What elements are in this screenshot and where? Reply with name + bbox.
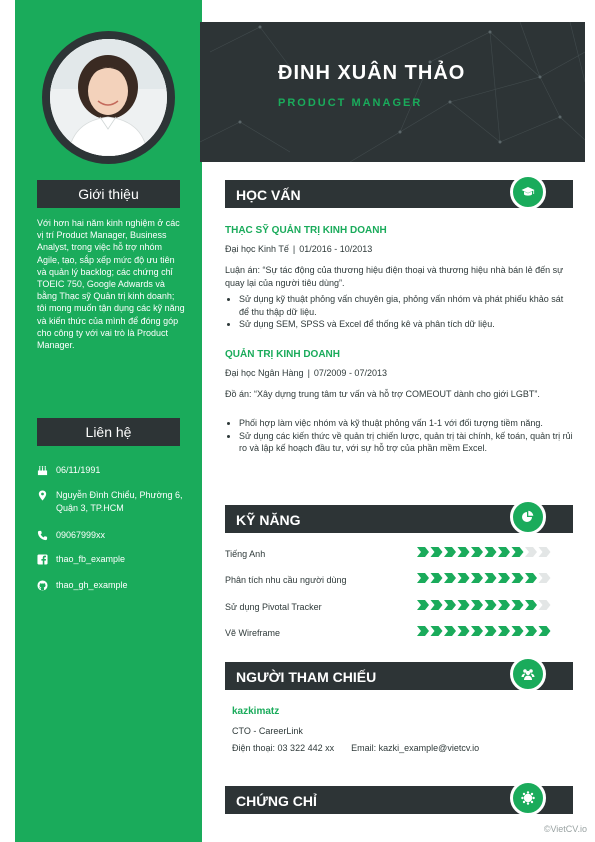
skill-step-filled xyxy=(539,626,551,636)
reference-contact-line xyxy=(232,743,479,753)
degree-1-thesis: Luận án: “Sự tác động của thương hiệu điện thoại và thương hiệu nhà bán lẻ đến sự quay lại của người tiêu dùng”. xyxy=(225,265,564,288)
skill-step-filled xyxy=(525,626,537,636)
reference-position: CTO - CareerLink xyxy=(232,726,303,736)
location-pin-icon xyxy=(37,490,48,501)
skill-step-filled xyxy=(458,626,470,636)
skill-step-filled xyxy=(498,547,510,557)
skill-step-filled xyxy=(431,573,443,583)
contact-birthday xyxy=(37,464,187,478)
contact-facebook[interactable] xyxy=(37,553,187,567)
phone-text: 09067999xx xyxy=(56,530,106,540)
contact-address xyxy=(37,489,187,517)
skill-label: Phân tích nhu cầu người dùng xyxy=(225,575,347,585)
skill-step-filled xyxy=(458,600,470,610)
skill-step-filled xyxy=(485,600,497,610)
references-title: NGƯỜI THAM CHIẾU xyxy=(236,669,377,685)
skill-step-filled xyxy=(525,573,537,583)
award-seal-icon xyxy=(521,791,535,805)
watermark: ©VietCV.io xyxy=(543,824,587,834)
degree-1-bullet: • Sử dụng SEM, SPSS và Excel để thống kê và phân tích dữ liệu. xyxy=(239,318,565,331)
skills-badge xyxy=(510,499,546,535)
candidate-role: PRODUCT MANAGER xyxy=(278,97,423,109)
skill-step-filled xyxy=(458,573,470,583)
facebook-icon xyxy=(37,554,48,565)
degree-2-period: 07/2009 - 07/2013 xyxy=(313,368,387,378)
skill-step-filled xyxy=(417,547,429,557)
contact-heading: Liên hệ xyxy=(37,418,180,446)
skill-step-empty xyxy=(539,573,551,583)
skill-step-filled xyxy=(471,573,483,583)
skill-step-filled xyxy=(471,626,483,636)
cake-icon xyxy=(37,465,48,476)
skill-step-filled xyxy=(485,626,497,636)
contact-phone xyxy=(37,529,187,543)
skill-step-filled xyxy=(444,547,456,557)
skill-step-empty xyxy=(539,547,551,557)
skill-step-filled xyxy=(512,573,524,583)
skill-step-filled xyxy=(431,626,443,636)
skill-step-filled xyxy=(417,600,429,610)
skill-label: Vẽ Wireframe xyxy=(225,628,281,638)
skill-step-filled xyxy=(431,547,443,557)
degree-2-title: QUẢN TRỊ KINH DOANH xyxy=(225,349,340,360)
skill-step-filled xyxy=(458,547,470,557)
network-pattern xyxy=(200,22,585,162)
references-badge xyxy=(510,656,546,692)
skill-step-filled xyxy=(498,626,510,636)
degree-1-bullets xyxy=(225,293,565,331)
degree-2-thesis: Đồ án: “Xây dựng trung tâm tư vấn và hỗ trợ COMEOUT dành cho giới LGBT”. xyxy=(225,389,540,399)
education-title: HỌC VẤN xyxy=(236,187,301,203)
candidate-name: ĐINH XUÂN THẢO xyxy=(278,62,466,84)
skill-step-filled xyxy=(444,573,456,583)
skill-step-filled xyxy=(471,547,483,557)
reference-email[interactable]: kazki_example@vietcv.io xyxy=(378,743,480,753)
users-icon xyxy=(521,667,535,681)
skill-step-filled xyxy=(498,600,510,610)
degree-1-meta: Đại học Kinh Tế | 01/2016 - 10/2013 xyxy=(225,244,373,254)
facebook-text[interactable]: thao_fb_example xyxy=(56,554,126,564)
intro-text: Với hơn hai năm kinh nghiệm ở các vị trí Product Manager, Business Analyst, trong việc hỗ trợ nhóm Agile, tạo, sắp xếp mức độ ưu tiên và quản lý backlog; các chứng chỉ TOEIC 750, Google Adwards và bằng Thạc sỹ Quản trị kinh doanh; tôi mong muốn tận dụng các kỹ năng và kiến thức của mình để đóng góp cho công ty với vai trò là Product Manager. xyxy=(37,218,185,351)
skill-level-bar xyxy=(417,546,567,558)
degree-2-meta: Đại học Ngân Hàng | 07/2009 - 07/2013 xyxy=(225,368,387,378)
skill-step-filled xyxy=(512,600,524,610)
skill-step-filled xyxy=(431,600,443,610)
address-text: Nguyễn Đình Chiểu, Phường 6, Quận 3, TP.HCM xyxy=(56,490,183,513)
skill-step-empty xyxy=(525,547,537,557)
degree-1-period: 01/2016 - 10/2013 xyxy=(299,244,373,254)
skill-step-filled xyxy=(525,600,537,610)
skill-level-bar xyxy=(417,572,567,584)
skill-step-filled xyxy=(417,626,429,636)
certificates-title: CHỨNG CHỈ xyxy=(236,793,317,809)
intro-heading: Giới thiệu xyxy=(37,180,180,208)
contact-github[interactable] xyxy=(37,579,187,593)
github-icon xyxy=(37,580,48,591)
skill-step-filled xyxy=(512,626,524,636)
reference-email-label: Email: xyxy=(351,743,377,753)
skills-title: KỸ NĂNG xyxy=(236,512,301,528)
skill-step-filled xyxy=(444,626,456,636)
skill-level-bar xyxy=(417,599,567,611)
graduation-cap-icon xyxy=(521,185,535,199)
reference-phone: 03 322 442 xx xyxy=(277,743,335,753)
education-badge xyxy=(510,174,546,210)
github-text[interactable]: thao_gh_example xyxy=(56,580,128,590)
skill-step-filled xyxy=(444,600,456,610)
skill-label: Tiếng Anh xyxy=(225,549,266,559)
degree-1-title: THẠC SỸ QUẢN TRỊ KINH DOANH xyxy=(225,225,387,236)
skill-step-filled xyxy=(417,573,429,583)
degree-1-bullet: • Sử dụng kỹ thuật phỏng vấn chuyên gia, phỏng vấn nhóm và phát phiếu khảo sát để thu thập dữ liệu. xyxy=(239,293,565,318)
skill-step-filled xyxy=(485,547,497,557)
phone-icon xyxy=(37,530,48,541)
reference-name: kazkimatz xyxy=(232,706,280,717)
skill-step-empty xyxy=(539,600,551,610)
degree-2-bullets xyxy=(225,417,575,455)
skill-step-filled xyxy=(512,547,524,557)
pie-chart-icon xyxy=(521,510,535,524)
skill-step-filled xyxy=(485,573,497,583)
degree-2-bullet: • Phối hợp làm việc nhóm và kỹ thuật phỏng vấn 1-1 với đối tượng tiềm năng. xyxy=(239,417,575,430)
skill-label: Sử dụng Pivotal Tracker xyxy=(225,602,322,612)
skill-step-filled xyxy=(498,573,510,583)
avatar xyxy=(50,39,167,156)
header-band xyxy=(200,22,585,162)
skill-step-filled xyxy=(471,600,483,610)
reference-phone-label: Điện thoại: xyxy=(232,743,276,753)
degree-2-school: Đại học Ngân Hàng xyxy=(225,368,304,378)
degree-1-school: Đại học Kinh Tế xyxy=(225,244,289,254)
avatar-frame xyxy=(42,31,175,164)
skill-level-bar xyxy=(417,625,567,637)
birthday-text: 06/11/1991 xyxy=(56,465,101,475)
degree-2-bullet: • Sử dụng các kiến thức về quản trị chiến lược, quản trị tài chính, kế toán, quản trị rủi ro và lập kế hoạch đầu tư, với sự hỗ trợ của phần mềm Excel. xyxy=(239,430,575,455)
certificates-badge xyxy=(510,780,546,816)
